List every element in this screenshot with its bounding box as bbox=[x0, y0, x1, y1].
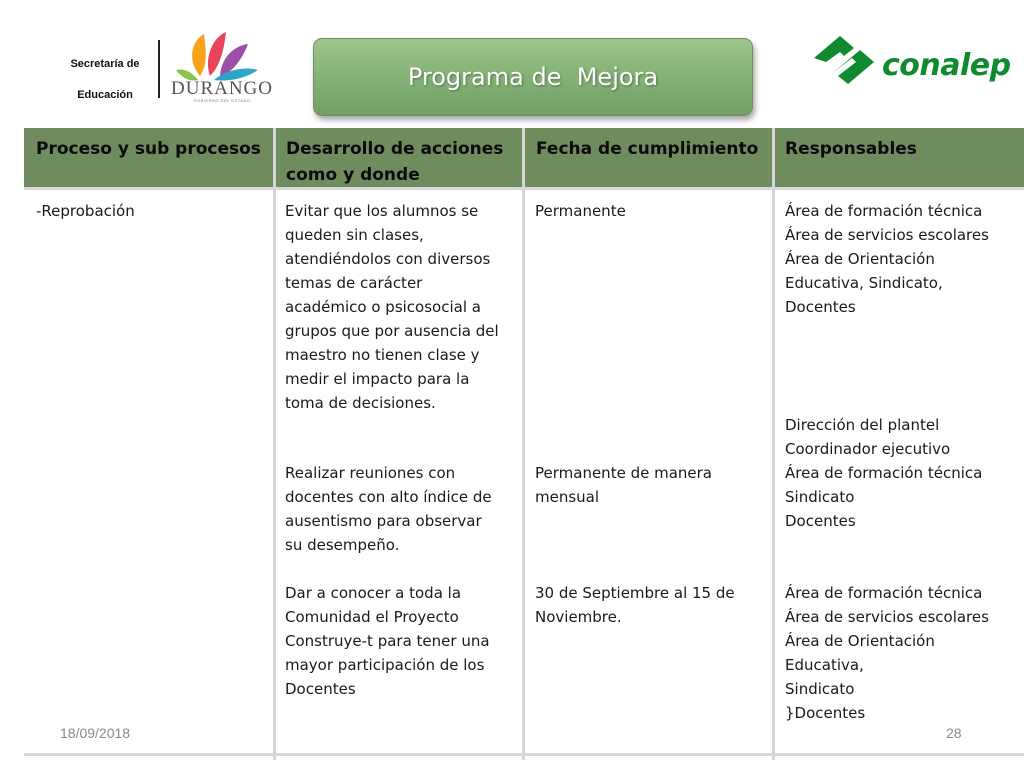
educacion-label: Educación bbox=[77, 89, 133, 101]
page-number: 28 bbox=[946, 725, 962, 741]
improvement-table bbox=[24, 128, 1024, 760]
cell-proceso bbox=[36, 199, 266, 223]
page-title: Programa de Mejora bbox=[407, 63, 659, 91]
table-bottom-border bbox=[24, 753, 1024, 756]
cell-accion-2 bbox=[285, 461, 517, 557]
accion-text: Realizar reuniones con docentes con alto índice de ausentismo para observar su desempeño. bbox=[285, 464, 492, 554]
cell-fecha-3 bbox=[535, 581, 767, 629]
header-responsables: Responsables bbox=[785, 139, 917, 159]
responsables-text: Área de formación técnica Área de servicios escolares Área de Orientación Educativa, Sindicato, Docentes bbox=[785, 202, 989, 316]
conalep-emblem-icon bbox=[810, 32, 882, 84]
cell-accion-3 bbox=[285, 581, 517, 701]
responsables-text: Área de formación técnica Área de servicios escolares Área de Orientación Educativa, Sindicato }Docentes bbox=[785, 584, 989, 722]
cell-responsables-3 bbox=[785, 581, 1021, 725]
durango-wordmark: DURANGO bbox=[171, 78, 273, 99]
proceso-text: -Reprobación bbox=[36, 202, 135, 220]
header-desarrollo: Desarrollo de acciones como y donde bbox=[286, 139, 504, 185]
conalep-logo bbox=[810, 30, 1011, 90]
responsables-text: Dirección del plantel Coordinador ejecutivo Área de formación técnica Sindicato Docentes bbox=[785, 416, 983, 530]
header-proceso: Proceso y sub procesos bbox=[36, 139, 261, 159]
accion-text: Evitar que los alumnos se queden sin clases, atendiéndolos con diversos temas de carácter académico o psicosocial a grupos que por ausencia del maestro no tienen clase y medir el impacto para la toma de decisiones. bbox=[285, 202, 499, 412]
fecha-text: Permanente bbox=[535, 202, 626, 220]
durango-flower-icon bbox=[170, 26, 274, 86]
header-divider bbox=[158, 40, 160, 98]
durango-logo bbox=[170, 26, 274, 104]
cell-accion-1 bbox=[285, 199, 517, 415]
header-fecha: Fecha de cumplimiento bbox=[536, 139, 759, 159]
secretaria-label: Secretaría de bbox=[70, 58, 140, 70]
column-divider bbox=[273, 128, 276, 760]
cell-fecha-1 bbox=[535, 199, 767, 223]
durango-tagline: GOBIERNO DEL ESTADO bbox=[193, 98, 251, 103]
title-banner bbox=[313, 38, 753, 116]
column-divider bbox=[522, 128, 525, 760]
column-divider bbox=[772, 128, 775, 760]
footer-date: 18/09/2018 bbox=[60, 725, 131, 741]
cell-fecha-2 bbox=[535, 461, 767, 509]
conalep-wordmark: conalep bbox=[882, 48, 1011, 83]
fecha-text: Permanente de manera mensual bbox=[535, 464, 712, 506]
accion-text: Dar a conocer a toda la Comunidad el Proyecto Construye-t para tener una mayor participación de los Docentes bbox=[285, 584, 490, 698]
cell-responsables-1 bbox=[785, 199, 1021, 319]
cell-responsables-2 bbox=[785, 413, 1021, 533]
fecha-text: 30 de Septiembre al 15 de Noviembre. bbox=[535, 584, 735, 626]
